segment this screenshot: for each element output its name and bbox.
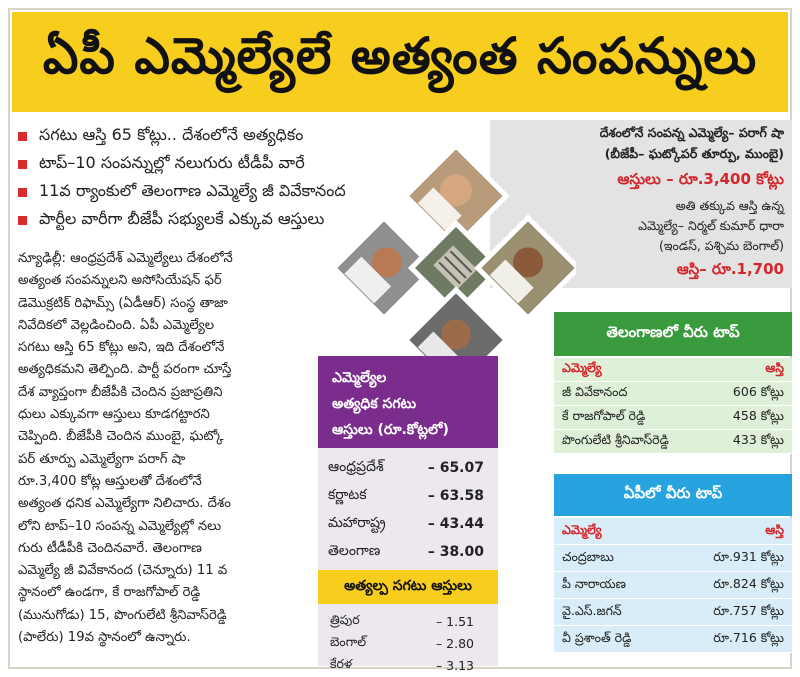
table-header: ఎమ్మెల్యే ఆస్తి <box>554 358 792 382</box>
state-row: ఆంధ్రప్రదేశ్‌ – 65.07 <box>328 458 484 476</box>
ap-top-table <box>554 518 792 653</box>
richest-mla-title: దేశంలోనే సంపన్న ఎమ్మెల్యే– పరాగ్‌ షా <box>599 125 784 140</box>
low-state-row: త్రిపుర – 1.51 <box>330 611 474 629</box>
poorest-mla-title: అతి తక్కువ ఆస్తి ఉన్న <box>675 198 784 213</box>
headline-banner <box>12 12 788 112</box>
bullet-square-icon <box>18 188 27 197</box>
state-row: కర్ణాటక – 63.58 <box>328 486 484 504</box>
state-row: తెలంగాణ – 38.00 <box>328 542 484 560</box>
mla-photo-collage <box>336 148 576 388</box>
bullet-square-icon <box>18 216 27 225</box>
poorest-mla-asset: ఆస్తి– రూ.1,700 <box>676 260 784 278</box>
headline-text: ఏపీ ఎమ్మెల్యేలే అత్యంత సంపన్నులు <box>42 26 758 85</box>
photo-right <box>474 214 576 321</box>
key-point: పార్టీల వారీగా బీజేపీ సభ్యులకే ఎక్కువ ఆస్తులు <box>18 206 488 234</box>
telangana-top-title: తెలంగాణలో వీరు టాప్‌ <box>554 312 792 356</box>
bullet-square-icon <box>18 160 27 169</box>
table-row: వీ ప్రశాంత్‌ రెడ్డి రూ.716 కోట్లు <box>554 626 792 653</box>
low-state-row: బెంగాల్‌ – 2.80 <box>330 633 474 651</box>
telangana-top-table <box>554 358 792 454</box>
key-point: 11వ ర్యాంకులో తెలంగాణ ఎమ్మెల్యే జీ వివేకానంద <box>18 178 488 206</box>
key-point: సగటు ఆస్తి 65 కోట్లు.. దేశంలోనే అత్యధికం <box>18 122 488 150</box>
table-row: కే రాజగోపాల్‌ రెడ్డి 458 కోట్లు <box>554 406 792 430</box>
table-row: జీ వివేకానంద 606 కోట్లు <box>554 382 792 406</box>
table-row: చంద్రబాబు రూ.931 కోట్లు <box>554 545 792 572</box>
richest-mla-party: (బీజేపీ– ఘట్కోపర్‌ తూర్పు, ముంబై) <box>604 146 784 161</box>
lowest-average-title: అత్యల్ప సగటు ఆస్తులు <box>318 570 498 604</box>
key-point: టాప్‌–10 సంపన్నుల్లో నలుగురు టీడీపీ వారే <box>18 150 488 178</box>
poorest-mla-name: ఎమ్మెల్యే– నిర్మల్‌ కుమార్‌ ధారా <box>638 218 784 233</box>
state-row: మహారాష్ట్ర – 43.44 <box>328 514 484 532</box>
table-row: వై.ఎస్‌.జగన్‌ రూ.757 కోట్లు <box>554 599 792 626</box>
state-average-assets-box <box>318 356 498 673</box>
table-row: పీ నారాయణ రూ.824 కోట్లు <box>554 572 792 599</box>
table-row: పొంగులేటి శ్రీనివాస్‌రెడ్డి 433 కోట్లు <box>554 430 792 454</box>
low-state-row: కేరళ – 3.13 <box>330 655 474 673</box>
state-average-title: ఎమ్మెల్యేల అత్యధిక సగటు ఆస్తులు (రూ.కోట్లలో) <box>318 356 498 448</box>
table-header: ఎమ్మెల్యే ఆస్తి <box>554 518 792 545</box>
richest-mla-assets: ఆస్తులు – రూ.3,400 కోట్లు <box>617 170 784 188</box>
bullet-square-icon <box>18 132 27 141</box>
ap-top-title: ఏపీలో వీరు టాప్‌ <box>554 474 792 516</box>
news-story: న్యూఢిల్లీ: ఆంధ్రప్రదేశ్‌ ఎమ్మెల్యేలు దేశంలోనే అత్యంత సంపన్నులని అసోసియేషన్‌ ఫర్‌ డెమొక్రటిక్‌ రిఫామ్స్‌ (ఏడీఆర్‌) సంస్థ తాజా నివేదికలో వెల్లడించింది. ఏపీ ఎమ్మెల్యేల సగటు ఆస్తి 65 కోట్లు అని, ఇది దేశంలోనే అత్యధికమని తెల్పింది. పార్టీ పరంగా చూస్తే దేశ వ్యాప్తంగా బీజేపీకి చెందిన ప్రజాప్రతిని ధులు ఎక్కువగా ఆస్తులు కూడగట్టారని చెప్పింది. బీజేపీకి చెందిన ముంబై, ఘట్కో పర్‌ తూర్పు ఎమ్మెల్యేగా పరాగ్‌ షా రూ.3,400 కోట్ల ఆస్తులతో దేశంలోనే అత్యంత ధనిక ఎమ్మెల్యేగా నిలిచారు. దేశం లోని టాప్‌–10 సంపన్న ఎమ్మెల్యేల్లో నలు గురు టీడీపీకి చెందినవారే. తెలంగాణ ఎమ్మెల్యే జీ వివేకానంద (చెన్నూరు) 11 వ స్థానంలో ఉండగా, కే రాజగోపాల్‌ రెడ్డి (మునుగోడు) 15, పొంగులేటి శ్రీనివాస్‌రెడ్డి (పాలేరు) 19వ స్థానంలో ఉన్నారు. <box>18 251 233 646</box>
poorest-mla-party: (ఇండస్, పశ్చిమ బెంగాల్‌) <box>659 238 784 253</box>
